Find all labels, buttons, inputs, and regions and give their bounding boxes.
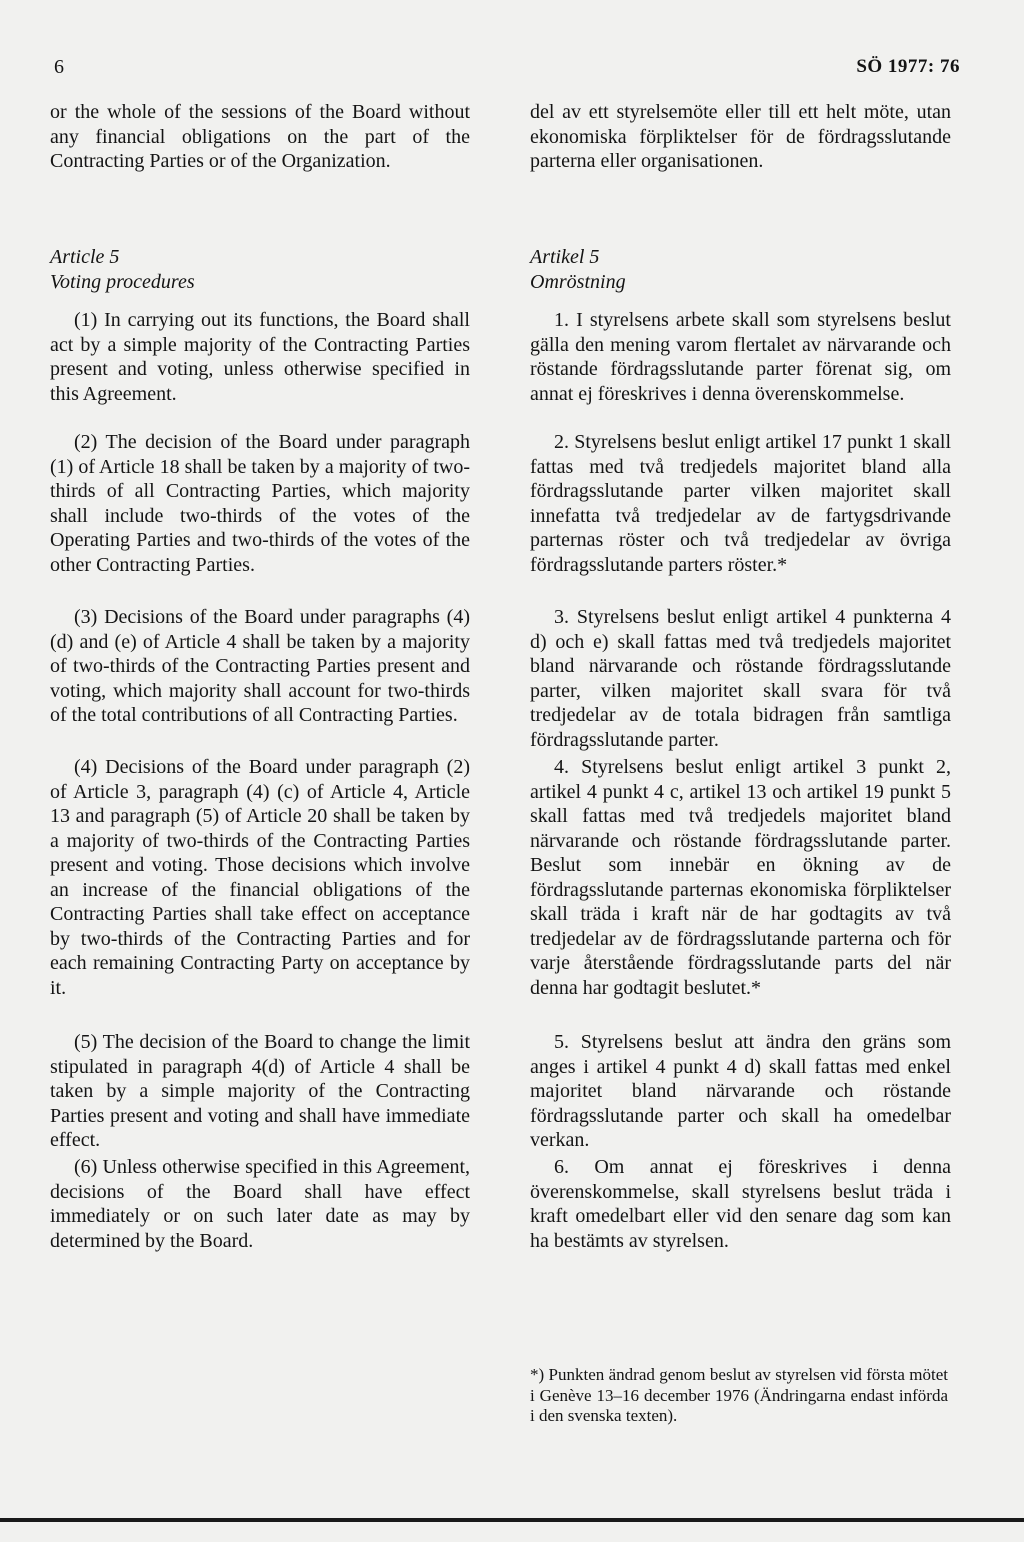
footnote: *) Punkten ändrad genom beslut av styrelsen vid första mötet i Genève 13–16 december 1976 (Ändringarna endast införda i den svenska texten).: [530, 1365, 948, 1425]
page-number: 6: [54, 56, 64, 78]
document-id: SÖ 1977: 76: [856, 56, 960, 77]
swedish-paragraph-4: 4. Styrelsens beslut enligt artikel 3 punkt 2, artikel 4 punkt 4 c, artikel 13 och artikel 19 punkt 5 skall fattas med två tredjedels majoritet bland närvarande och röstande fördragsslutande parter. Beslut som innebär en ökning av de fördragsslutande parternas ekonomiska förpliktelser skall träda i kraft när de har godtagits av två tredjedelar av de fördragsslutande parterna och för varje återstående fördragsslutande parts del när denna har godtagit beslutet.*: [530, 756, 951, 999]
english-paragraph-3: (3) Decisions of the Board under paragraphs (4) (d) and (e) of Article 4 shall be taken by a majority of two-thirds of the Contracting Parties present and voting, which majority shall account for two-thirds of the total contributions of all Contracting Parties.: [50, 606, 470, 726]
swedish-paragraph-5: 5. Styrelsens beslut att ändra den gräns som anges i artikel 4 punkt 4 d) skall fattas med enkel majoritet bland närvarande och röstande fördragsslutande parter och skall ha omedelbar verkan.: [530, 1031, 951, 1151]
swedish-intro: del av ett styrelsemöte eller till ett helt möte, utan ekonomiska förpliktelser för de fördragsslutande parterna eller organisationen.: [530, 101, 951, 172]
english-article-title: Article 5: [50, 246, 120, 268]
english-article-subtitle: Voting procedures: [50, 271, 195, 293]
swedish-article-title: Artikel 5: [530, 246, 600, 268]
swedish-paragraph-3: 3. Styrelsens beslut enligt artikel 4 punkterna 4 d) och e) skall fattas med två tredjedels majoritet bland närvarande och röstande fördragsslutande parter, vilken majoritet skall svara för två tredjedelar av de totala bidragen från samtliga fördragsslutande parter.: [530, 606, 951, 751]
swedish-paragraph-1: 1. I styrelsens arbete skall som styrelsens beslut gälla den mening varom flertalet av närvarande och röstande fördragsslutande parter förenat sig, om annat ej föreskrives i denna överenskommelse.: [530, 309, 951, 405]
english-intro: or the whole of the sessions of the Board without any financial obligations on the part of the Contracting Parties or of the Organization.: [50, 101, 470, 172]
english-paragraph-5: (5) The decision of the Board to change the limit stipulated in paragraph 4(d) of Article 4 shall be taken by a simple majority of the Contracting Parties present and voting and shall have immediate effect.: [50, 1031, 470, 1151]
swedish-paragraph-2: 2. Styrelsens beslut enligt artikel 17 punkt 1 skall fattas med två tredjedels majoritet bland alla fördragsslutande parter vilken majoritet skall innefatta två tredjedelar av de fartygsdrivande parternas röster och två tredjedelar av övriga fördragsslutande parters röster.*: [530, 431, 951, 576]
swedish-paragraph-6: 6. Om annat ej föreskrives i denna överenskommelse, skall styrelsens beslut träda i kraft omedelbart eller vid den senare dag som kan ha bestämts av styrelsen.: [530, 1156, 951, 1252]
english-paragraph-6: (6) Unless otherwise specified in this Agreement, decisions of the Board shall have effect immediately or on such later date as may by determined by the Board.: [50, 1156, 470, 1252]
english-paragraph-4: (4) Decisions of the Board under paragraph (2) of Article 3, paragraph (4) (c) of Article 4, Article 13 and paragraph (5) of Article 20 shall be taken by a majority of two-thirds of the Contracting Parties present and voting. Those decisions which involve an increase of the financial obligations of the Contracting Parties shall take effect on acceptance by two-thirds of the Contracting Parties and for each remaining Contracting Party on acceptance by it.: [50, 756, 470, 999]
english-paragraph-2: (2) The decision of the Board under paragraph (1) of Article 18 shall be taken by a majority of two-thirds of all Contracting Parties, which majority shall include two-thirds of the votes of the Operating Parties and two-thirds of the votes of the other Contracting Parties.: [50, 431, 470, 576]
bottom-border: [0, 1518, 1024, 1522]
swedish-article-subtitle: Omröstning: [530, 271, 626, 293]
english-paragraph-1: (1) In carrying out its functions, the Board shall act by a simple majority of the Contracting Parties present and voting, unless otherwise specified in this Agreement.: [50, 309, 470, 405]
